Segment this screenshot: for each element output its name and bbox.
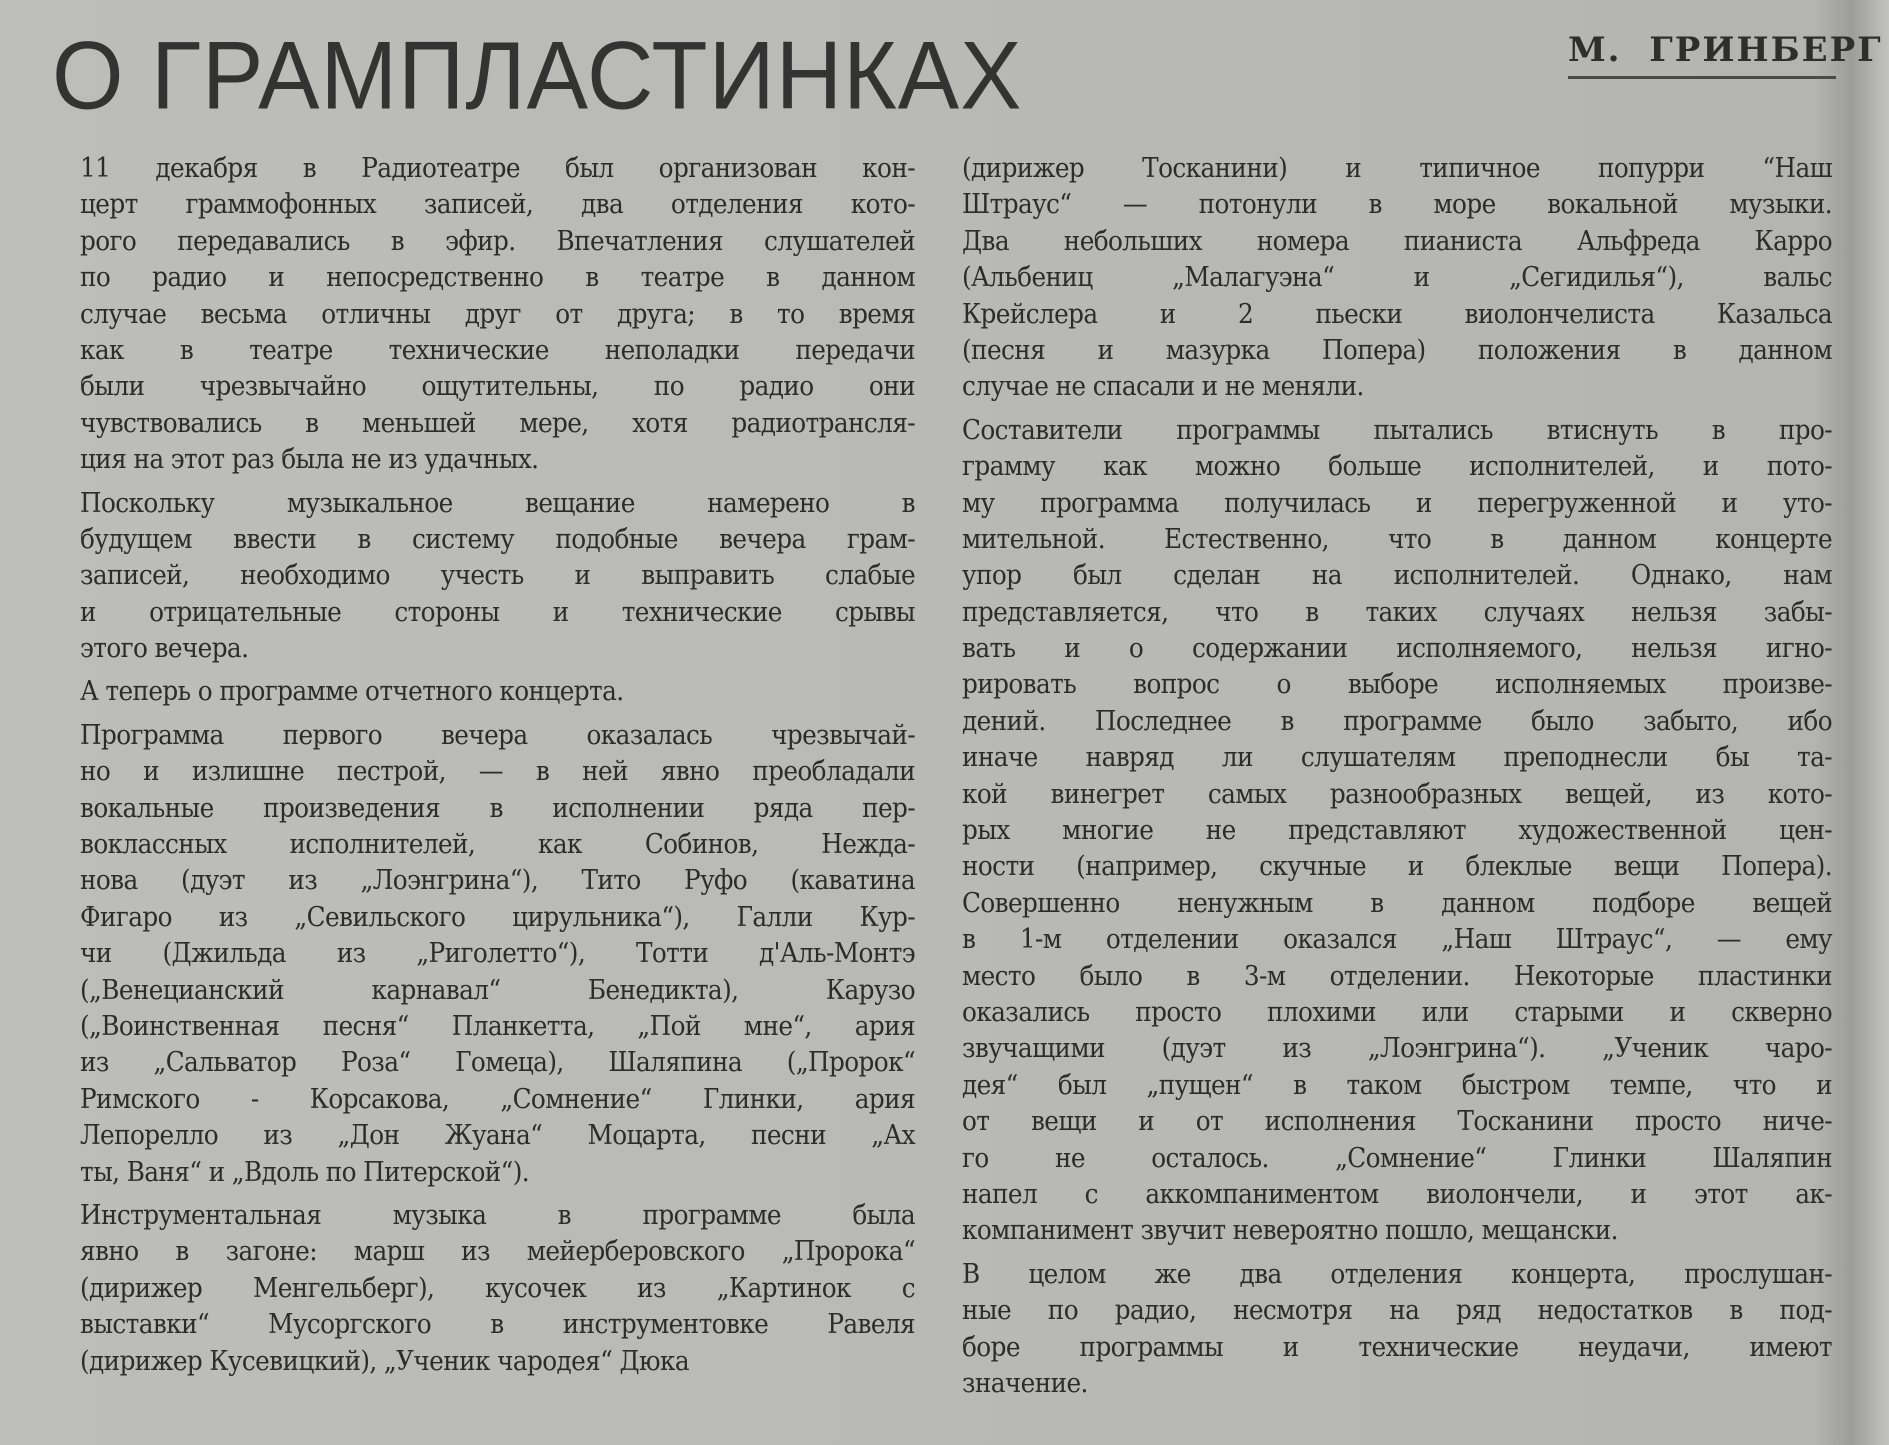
text-line: Поскольку музыкальное вещание намерено в <box>80 486 915 519</box>
text-line: (дирижер Тосканини) и типичное попурри “Наш <box>962 152 1832 184</box>
text-line: Два небольших номера пианиста Альфреда Карро <box>962 224 1832 257</box>
left-column <box>80 150 915 1386</box>
text-line: вать и о содержании исполняемого, нельзя игно- <box>962 632 1832 665</box>
text-line: записей, необходимо учесть и выправить слабые <box>80 559 915 592</box>
paragraph <box>80 150 915 478</box>
text-line: Лепорелло из „Дон Жуана“ Моцарта, песни „Ах <box>80 1119 915 1152</box>
text-line: ности (например, скучные и блеклые вещи Попера). <box>962 850 1832 883</box>
text-line: Фигаро из „Севильского цирульника“), Галли Кур- <box>80 900 915 933</box>
text-line: как в театре технические неполадки передачи <box>80 333 915 366</box>
paragraph-gap <box>962 1401 1832 1408</box>
text-line: были чрезвычайно ощутительны, по радио они <box>80 370 915 403</box>
paragraph-gap <box>962 1249 1832 1256</box>
text-line: Программа первого вечера оказалась чрезвычай- <box>80 718 915 751</box>
text-line: („Венецианский карнавал“ Бенедикта), Карузо <box>80 973 915 1006</box>
text-line: вокальные произведения в исполнении ряда пер- <box>80 791 915 824</box>
text-line: дея“ был „пущен“ в таком быстром темпе, что и <box>962 1068 1832 1101</box>
article-title: О ГРАМПЛАСТИНКАХ <box>52 22 1023 130</box>
text-line: оказались просто плохими или старыми и скверно <box>962 995 1832 1028</box>
paragraph-gap <box>962 405 1832 412</box>
text-line: грамму как можно больше исполнителей, и пото- <box>962 450 1832 483</box>
text-line: 11 декабря в Радиотеатре был организован кон- <box>80 152 915 184</box>
text-line: кой винегрет самых разнообразных вещей, из кото- <box>962 777 1832 810</box>
text-line: будущем ввести в систему подобные вечера грам- <box>80 522 915 555</box>
paragraph <box>962 150 1832 405</box>
paragraph-gap <box>80 1379 915 1386</box>
article-author: М. ГРИНБЕРГ <box>1568 30 1883 70</box>
text-line: значение. <box>962 1366 1088 1399</box>
text-line: этого вечера. <box>80 632 249 665</box>
text-line: по радио и непосредственно в театре в данном <box>80 261 915 294</box>
text-line: и отрицательные стороны и технические срывы <box>80 595 915 628</box>
text-line: звучащими (дуэт из „Лоэнгрина“). „Ученик чаро- <box>962 1032 1832 1065</box>
text-line: случае не спасали и не меняли. <box>962 370 1364 403</box>
paragraph-gap <box>80 1190 915 1197</box>
text-line: (дирижер Кусевицкий), „Ученик чародея“ Дюка <box>80 1344 689 1377</box>
paragraph <box>80 717 915 1190</box>
text-line: представляется, что в таких случаях нельзя забы- <box>962 595 1832 628</box>
paragraph-gap <box>80 478 915 485</box>
author-underline <box>1568 76 1836 79</box>
text-line: напел с аккомпаниментом виолончели, и этот ак- <box>962 1177 1832 1210</box>
text-line: рых многие не представляют художественной цен- <box>962 814 1832 847</box>
text-line: боре программы и технические неудачи, имеют <box>962 1330 1832 1363</box>
text-line: (Альбениц „Малагуэна“ и „Сегидилья“), вальс <box>962 261 1832 294</box>
paragraph-gap <box>80 666 915 673</box>
paragraph <box>80 673 915 709</box>
text-line: В целом же два отделения концерта, прослушан- <box>962 1257 1832 1290</box>
text-line: мительной. Естественно, что в данном концерте <box>962 522 1832 555</box>
text-line: рировать вопрос о выборе исполняемых произве- <box>962 668 1832 701</box>
text-line: му программа получилась и перегруженной и уто- <box>962 486 1832 519</box>
text-line: ция на этот раз была не из удачных. <box>80 443 539 476</box>
text-line: рого передавались в эфир. Впечатления слушателей <box>80 224 915 257</box>
text-line: Римского - Корсакова, „Сомнение“ Глинки, ария <box>80 1082 915 1115</box>
text-line: случае весьма отличны друг от друга; в то время <box>80 297 915 330</box>
text-line: Крейслера и 2 пьески виолончелиста Казальса <box>962 297 1832 330</box>
text-line: место было в 3-м отделении. Некоторые пластинки <box>962 959 1832 992</box>
text-line: церт граммофонных записей, два отделения кото- <box>80 188 915 221</box>
text-line: Штраус“ — потонули в море вокальной музыки. <box>962 188 1832 221</box>
paragraph <box>962 1256 1832 1402</box>
text-line: от вещи и от исполнения Тосканини просто ниче- <box>962 1105 1832 1138</box>
text-line: (песня и мазурка Попера) положения в данном <box>962 333 1832 366</box>
paragraph <box>80 485 915 667</box>
text-line: ные по радио, несмотря на ряд недостатков в под- <box>962 1294 1832 1327</box>
text-line: А теперь о программе отчетного концерта. <box>80 675 624 708</box>
text-line: („Воинственная песня“ Планкетта, „Пой мне“, ария <box>80 1009 915 1042</box>
right-column <box>962 150 1832 1408</box>
text-line: явно в загоне: марш из мейерберовского „Пророка“ <box>80 1235 915 1268</box>
text-line: из „Сальватор Роза“ Гомеца), Шаляпина („Пророк“ <box>80 1046 915 1079</box>
text-line: в 1-м отделении оказался „Наш Штраус“, — ему <box>962 923 1832 956</box>
text-line: Составители программы пытались втиснуть в про- <box>962 413 1832 446</box>
text-line: но и излишне пестрой, — в ней явно преобладали <box>80 755 915 788</box>
text-line: го не осталось. „Сомнение“ Глинки Шаляпин <box>962 1141 1832 1174</box>
text-line: компанимент звучит невероятно пошло, мещански. <box>962 1214 1618 1247</box>
text-line: воклассных исполнителей, как Собинов, Нежда- <box>80 828 915 861</box>
text-line: Инструментальная музыка в программе была <box>80 1198 915 1231</box>
text-line: Совершенно ненужным в данном подборе вещей <box>962 886 1832 919</box>
text-line: ты, Ваня“ и „Вдоль по Питерской“). <box>80 1155 530 1188</box>
text-line: чи (Джильда из „Риголетто“), Тотти д'Аль-Монтэ <box>80 937 915 970</box>
text-line: нова (дуэт из „Лоэнгрина“), Тито Руфо (каватина <box>80 864 915 897</box>
paragraph <box>80 1197 915 1379</box>
text-line: упор был сделан на исполнителей. Однако, нам <box>962 559 1832 592</box>
text-line: чувствовались в меньшей мере, хотя радиотрансля- <box>80 406 915 439</box>
text-line: иначе навряд ли слушателям преподнесли бы та- <box>962 741 1832 774</box>
paragraph-gap <box>80 710 915 717</box>
text-line: (дирижер Менгельберг), кусочек из „Картинок с <box>80 1271 915 1304</box>
text-line: дений. Последнее в программе было забыто, ибо <box>962 704 1832 737</box>
paragraph <box>962 412 1832 1249</box>
text-line: выставки“ Мусоргского в инструментовке Равеля <box>80 1308 915 1341</box>
